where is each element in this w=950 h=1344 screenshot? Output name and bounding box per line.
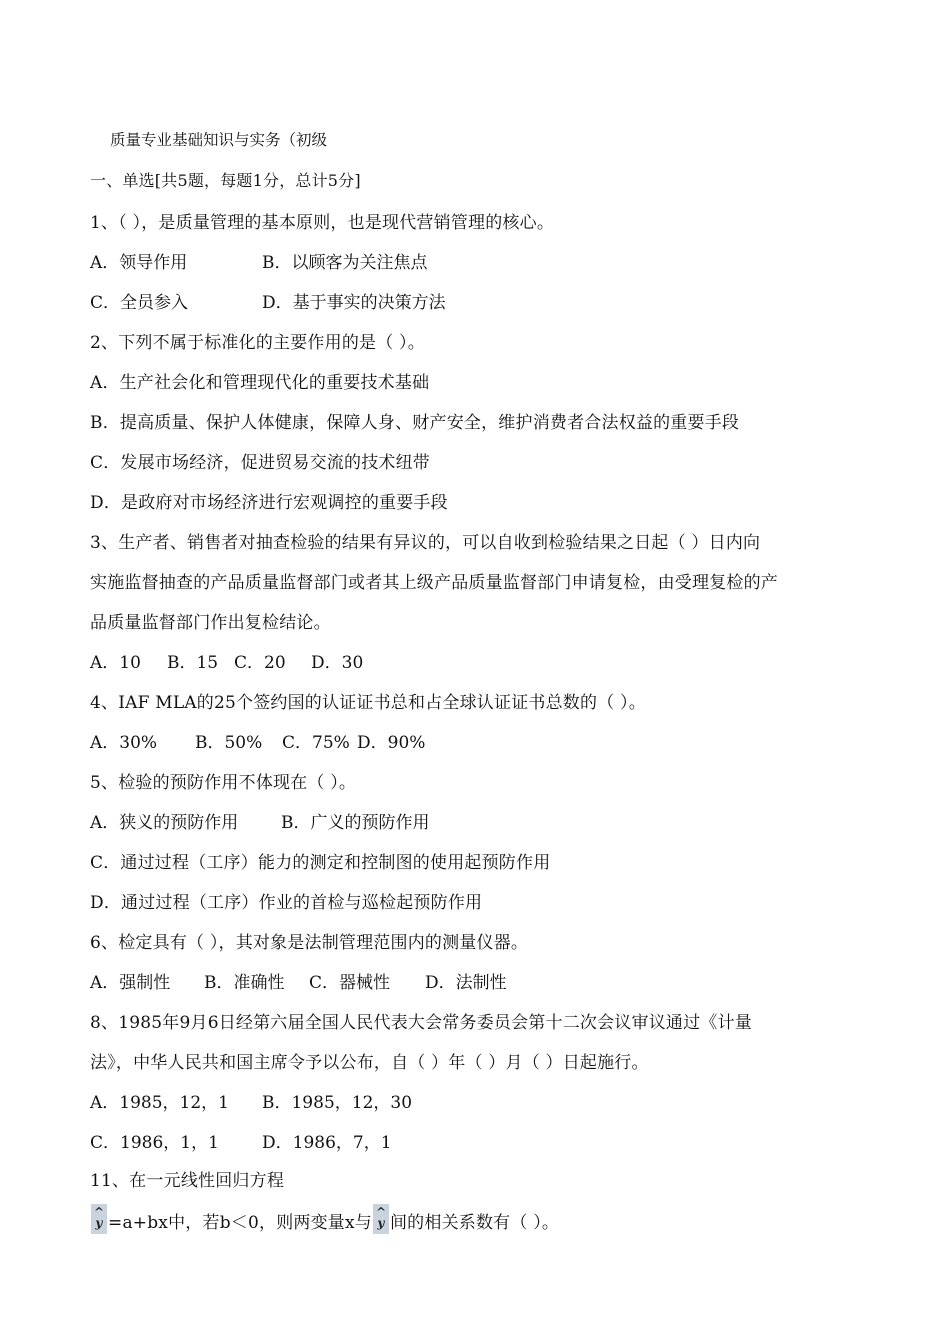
question-4-stem: 4、IAF MLA的25个签约国的认证证书总和占全球认证证书总数的（ ）。 — [90, 693, 646, 713]
option-b: B．50% — [195, 733, 263, 753]
option-d: D．法制性 — [425, 973, 507, 993]
question-11-stem-line-2 — [90, 1204, 559, 1234]
question-8-stem-line-2: 法》，中华人民共和国主席令予以公布，自（ ）年（ ）月（ ）日起施行。 — [90, 1053, 649, 1073]
y-hat-symbol — [373, 1204, 389, 1234]
option-d: D．90% — [357, 733, 426, 753]
option-c: C．1986，1，1 — [90, 1133, 219, 1153]
option-b: B．1985，12，30 — [262, 1093, 413, 1113]
question-2-option-b: B．提高质量、保护人体健康，保障人身、财产安全，维护消费者合法权益的重要手段 — [90, 413, 740, 433]
question-11-stem-line-1: 11、在一元线性回归方程 — [90, 1171, 285, 1191]
option-a: A．狭义的预防作用 — [90, 813, 239, 833]
question-1-stem: 1、（ ），是质量管理的基本原则，也是现代营销管理的核心。 — [90, 213, 555, 233]
option-c: C．20 — [234, 653, 286, 673]
question-3-stem-line-3: 品质量监督部门作出复检结论。 — [90, 613, 331, 633]
option-b: B．准确性 — [204, 973, 285, 993]
question-2-stem: 2、下列不属于标准化的主要作用的是（ ）。 — [90, 333, 425, 353]
question-3-options — [90, 648, 363, 673]
option-c: C．器械性 — [309, 973, 391, 993]
option-a: A．1985，12，1 — [90, 1093, 229, 1113]
option-c: C．75% — [282, 733, 350, 753]
option-a: A．30% — [90, 733, 158, 753]
option-a: A．强制性 — [90, 973, 171, 993]
question-4-options — [90, 728, 425, 753]
option-d: D．基于事实的决策方法 — [262, 293, 446, 313]
section-heading: 一、单选[共5题，每题1分，总计5分] — [90, 171, 361, 190]
equation-text: =a+bx中，若b＜0，则两变量x与 — [108, 1213, 372, 1233]
question-2-option-a: A．生产社会化和管理现代化的重要技术基础 — [90, 373, 430, 393]
question-6-stem: 6、检定具有（ ），其对象是法制管理范围内的测量仪器。 — [90, 933, 529, 953]
document-title: 质量专业基础知识与实务（初级 — [110, 131, 328, 149]
question-3-stem-line-1: 3、生产者、销售者对抽查检验的结果有异议的，可以自收到检验结果之日起（ ）日内向 — [90, 533, 761, 553]
y-hat-symbol — [91, 1204, 107, 1234]
question-5-option-c: C．通过过程（工序）能力的测定和控制图的使用起预防作用 — [90, 853, 551, 873]
question-8-stem-line-1: 8、1985年9月6日经第六届全国人民代表大会常务委员会第十二次会议审议通过《计量 — [90, 1013, 752, 1033]
option-b: B．15 — [167, 653, 219, 673]
question-3-stem-line-2: 实施监督抽查的产品质量监督部门或者其上级产品质量监督部门申请复检，由受理复检的产 — [90, 573, 778, 593]
option-b: B．以顾客为关注焦点 — [262, 253, 428, 273]
question-8-options-row-2 — [90, 1128, 392, 1153]
question-5-option-d: D．通过过程（工序）作业的首检与巡检起预防作用 — [90, 893, 483, 913]
question-5-stem: 5、检验的预防作用不体现在（ ）。 — [90, 773, 357, 793]
question-1-options-row-1 — [90, 248, 428, 273]
question-6-options — [90, 968, 507, 993]
option-b: B．广义的预防作用 — [281, 813, 430, 833]
question-5-options-row-1 — [90, 808, 430, 833]
question-8-options-row-1 — [90, 1088, 412, 1113]
option-a: A．10 — [90, 653, 141, 673]
y-hat-glyph: ^ y — [94, 1205, 105, 1230]
y-hat-glyph: ^ y — [375, 1205, 387, 1230]
equation-tail-text: 间的相关系数有（ ）。 — [389, 1213, 560, 1233]
question-1-options-row-2 — [90, 288, 446, 313]
question-2-option-c: C．发展市场经济，促进贸易交流的技术纽带 — [90, 453, 431, 473]
option-d: D．1986，7，1 — [262, 1133, 392, 1153]
option-d: D．30 — [311, 653, 364, 673]
option-c: C．全员参入 — [90, 293, 189, 313]
question-2-option-d: D．是政府对市场经济进行宏观调控的重要手段 — [90, 493, 448, 513]
option-a: A．领导作用 — [90, 253, 188, 273]
